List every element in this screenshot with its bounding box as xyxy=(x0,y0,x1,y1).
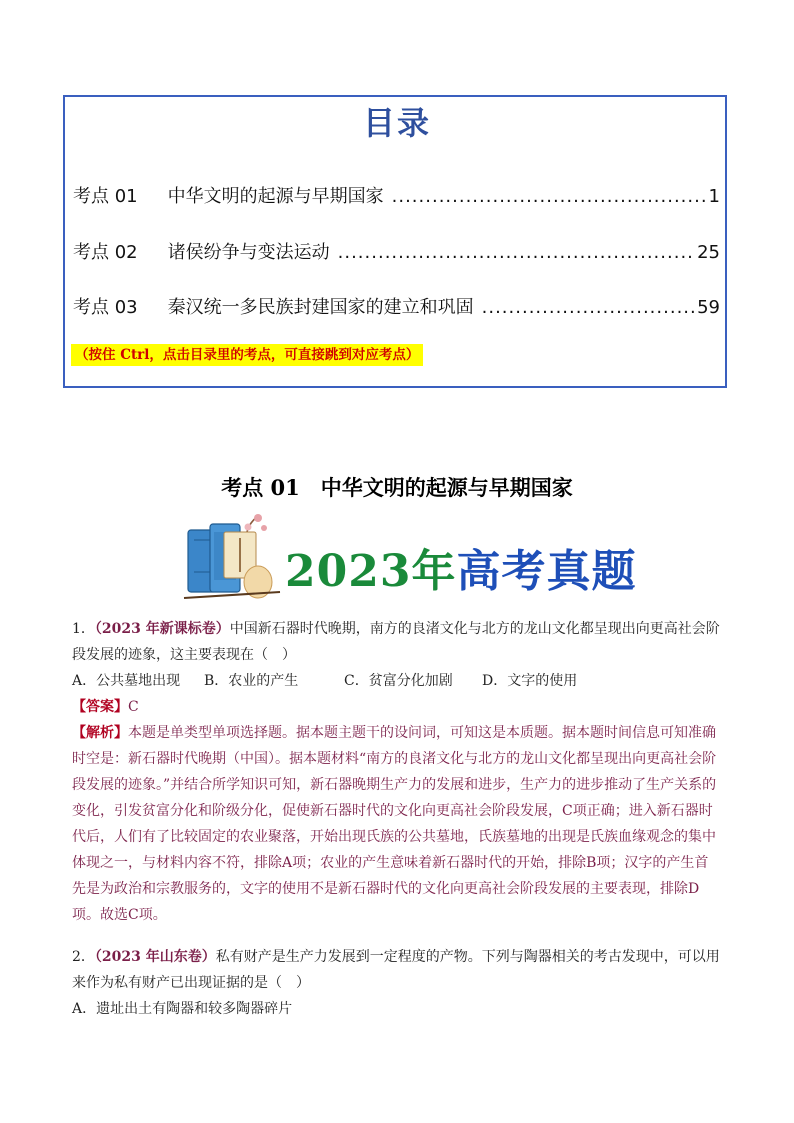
toc-entry-num: 考点 03 xyxy=(73,297,138,318)
toc-entry-num: 考点 01 xyxy=(73,186,138,207)
toc-leader-dots xyxy=(482,297,694,318)
toc-leader-dots xyxy=(338,242,694,263)
option-a: A．公共墓地出现 xyxy=(72,673,181,689)
option-d: D．文字的使用 xyxy=(482,673,578,689)
answer-line xyxy=(72,694,722,720)
analysis-block xyxy=(72,720,722,928)
toc-entry-2[interactable] xyxy=(73,238,720,264)
toc-entry-title: 秦汉统一多民族封建国家的建立和巩固 xyxy=(167,297,474,318)
section-heading: 考点 01 中华文明的起源与早期国家 xyxy=(221,475,573,500)
analysis-text: 本题是单类型单项选择题。据本题主题干的设问词，可知这是本质题。据本题时间信息可知准确时空是：新石器时代晚期（中国）。据本题材料“南方的良渚文化与北方的龙山文化都呈现出向更高社会阶段发展的迹象。”并结合所学知识可知，新石器晚期生产力的发展和进步，生产力的进步推动了生产关系的变化，引发贫富分化和阶级分化，促使新石器时代的文化向更高社会阶段发展，C项正确；进入新石器时代后，人们有了比较固定的农业聚落，开始出现氏族的公共墓地，氏族墓地的出现是氏族血缘观念的集中体现之一，与材料内容不符，排除A项；农业的产生意味着新石器时代的开始，排除B项；汉字的产生首先是为政治和宗教服务的，文字的使用不是新石器时代的文化向更高社会阶段发展的主要表现，排除D项。故选C项。 xyxy=(72,725,717,923)
toc-entry-title: 诸侯纷争与变法运动 xyxy=(167,242,330,263)
question-1-stem xyxy=(72,616,722,668)
question-2 xyxy=(72,944,722,1022)
question-number: 2． xyxy=(72,949,95,965)
question-source: （2023 年新课标卷） xyxy=(94,621,230,637)
question-source: （2023 年山东卷） xyxy=(94,949,216,965)
toc-entry-page: 1 xyxy=(708,186,720,207)
toc-entry-3[interactable] xyxy=(73,293,720,319)
option-c: C．贫富分化加剧 xyxy=(344,673,453,689)
option-a: A．遗址出土有陶器和较多陶器碎片 xyxy=(72,1001,293,1017)
question-number: 1． xyxy=(72,621,95,637)
toc-entry-title: 中华文明的起源与早期国家 xyxy=(167,186,384,207)
toc-title: 目录 xyxy=(362,104,431,142)
banner-text xyxy=(285,535,636,599)
toc-entry-page: 25 xyxy=(697,242,720,263)
question-2-stem xyxy=(72,944,722,996)
answer-value: C xyxy=(128,699,139,715)
answer-tag: 【答案】 xyxy=(72,699,128,715)
question-text: 中国新石器时代晚期，南方的良渚文化与北方的龙山文化都呈现出向更高社会阶段发展的迹象，这主要表现在（ ） xyxy=(72,621,720,663)
toc-entry-1[interactable] xyxy=(73,182,720,208)
question-1-options xyxy=(72,668,722,694)
question-text: 私有财产是生产力发展到一定程度的产物。下列与陶器相关的考古发现中，可以用来作为私有财产已出现证据的是（ ） xyxy=(72,949,720,991)
toc-entry-page: 59 xyxy=(697,297,720,318)
question-1 xyxy=(72,616,722,928)
analysis-tag: 【解析】 xyxy=(72,725,128,741)
toc-note: （按住 Ctrl，点击目录里的考点，可直接跳到对应考点） xyxy=(71,344,423,366)
toc-leader-dots xyxy=(392,186,706,207)
toc-entry-num: 考点 02 xyxy=(73,242,138,263)
option-b: B．农业的产生 xyxy=(204,673,299,689)
banner-year: 2023年 xyxy=(285,546,457,597)
banner-label: 高考真题 xyxy=(456,546,637,597)
